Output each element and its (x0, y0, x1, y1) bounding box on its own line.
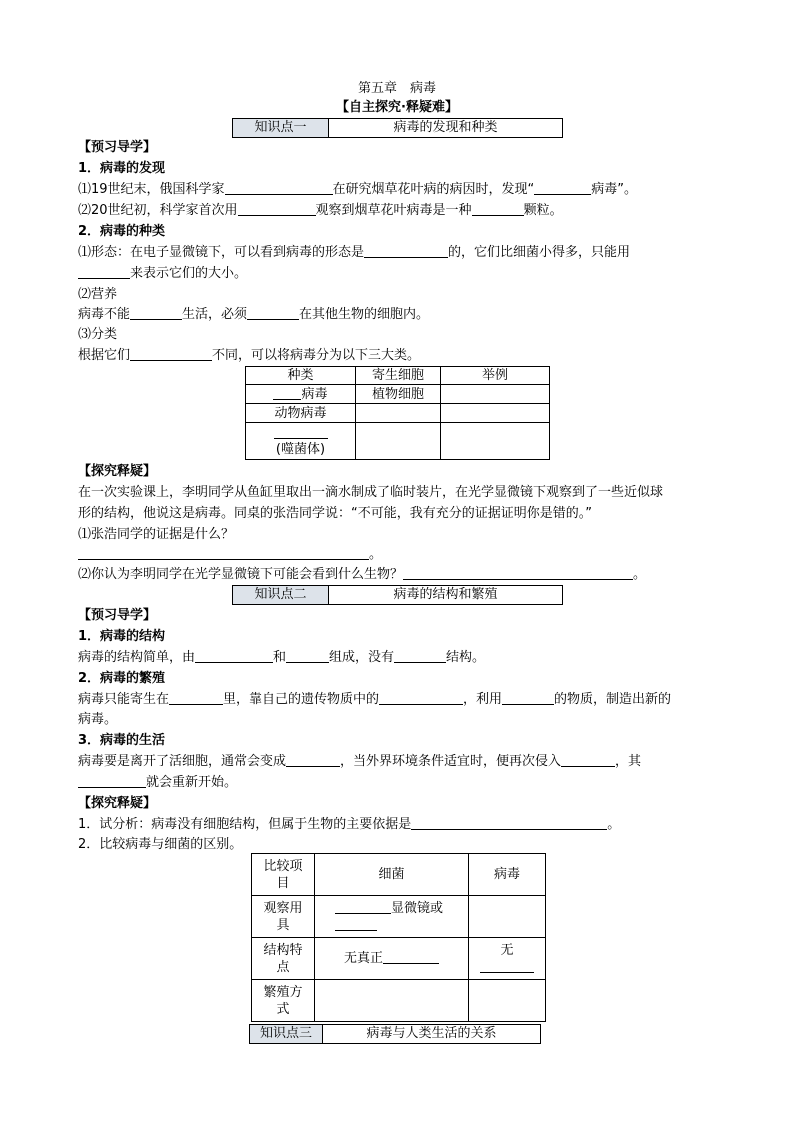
table-cell[interactable] (315, 980, 469, 1022)
question-line: ⑴19世纪末，俄国科学家 在研究烟草花叶病的病因时，发现“ 病毒”。 (78, 182, 638, 197)
question-line: 病毒的结构简单，由 和 组成，没有 结构。 (78, 650, 486, 665)
question-line: 2．比较病毒与细菌的区别。 (78, 837, 243, 852)
bacteria-virus-comparison-table (251, 853, 546, 1022)
section-heading: 2．病毒的繁殖 (78, 671, 166, 686)
section-subtitle: 【自主探究·释疑难】 (336, 100, 458, 115)
table-header: 比较项 目 (252, 854, 315, 896)
answer-blank[interactable] (561, 753, 615, 767)
virus-classification-table (245, 366, 550, 460)
answer-blank[interactable] (225, 181, 333, 195)
answer-blank[interactable] (247, 306, 299, 320)
answer-blank[interactable] (335, 917, 377, 931)
table-cell: 繁殖方 式 (252, 980, 315, 1022)
question-line: ⑴张浩同学的证据是什么？ (78, 527, 235, 542)
answer-blank[interactable] (534, 181, 591, 195)
question-line: ⑵你认为李明同学在光学显微镜下可能会看到什么生物？ 。 (78, 567, 647, 582)
answer-blank[interactable] (78, 546, 369, 560)
question-line: ⑶分类 (78, 327, 118, 342)
table-cell[interactable] (441, 423, 550, 460)
answer-blank[interactable] (195, 649, 273, 663)
table-header: 寄生细胞 (356, 367, 441, 385)
table-cell[interactable] (356, 404, 441, 423)
question-line: ⑵营养 (78, 287, 118, 302)
answer-blank[interactable] (78, 265, 130, 279)
knowledge-point-name: 病毒的发现和种类 (393, 120, 498, 135)
question-line: ⑵20世纪初，科学家首次用 观察到烟草花叶病毒是一种 颗粒。 (78, 203, 563, 218)
answer-blank[interactable] (411, 816, 607, 830)
paragraph-line: 形的结构，他说这是病毒。同桌的张浩同学说：“不可能，我有充分的证据证明你是错的。” (78, 506, 592, 521)
preview-heading: 【预习导学】 (78, 608, 157, 623)
table-cell: 结构特 点 (252, 938, 315, 980)
answer-blank[interactable] (379, 691, 463, 705)
question-line: 。 (78, 546, 382, 563)
table-cell: 无真正 (315, 938, 469, 980)
knowledge-point-3-header (249, 1024, 541, 1044)
answer-blank[interactable] (480, 959, 534, 973)
question-line: 病毒要是离开了活细胞，通常会变成 ，当外界环境条件适宜时，便再次侵入 ，其 (78, 754, 642, 769)
answer-blank[interactable] (286, 649, 329, 663)
table-cell[interactable] (441, 404, 550, 423)
table-cell: 显微镜或 (315, 896, 469, 938)
answer-blank[interactable] (286, 753, 340, 767)
knowledge-point-tag: 知识点一 (233, 119, 329, 137)
section-heading: 2．病毒的种类 (78, 224, 166, 239)
answer-blank[interactable] (238, 202, 316, 216)
section-heading: 1．病毒的结构 (78, 629, 166, 644)
answer-blank[interactable] (130, 347, 212, 361)
table-cell: (噬菌体) (246, 423, 356, 460)
table-header: 细菌 (315, 854, 469, 896)
answer-blank[interactable] (403, 566, 633, 580)
table-cell[interactable] (469, 980, 546, 1022)
table-cell[interactable] (356, 423, 441, 460)
answer-blank[interactable] (78, 774, 146, 788)
answer-blank[interactable] (130, 306, 182, 320)
table-header: 病毒 (469, 854, 546, 896)
table-cell[interactable] (441, 385, 550, 404)
table-cell: 观察用 具 (252, 896, 315, 938)
explore-heading: 【探究释疑】 (78, 796, 157, 811)
table-header: 种类 (246, 367, 356, 385)
question-line: 病毒。 (78, 712, 118, 727)
table-header: 举例 (441, 367, 550, 385)
answer-blank[interactable] (273, 386, 301, 400)
section-heading: 3．病毒的生活 (78, 733, 166, 748)
question-line: 1．试分析：病毒没有细胞结构，但属于生物的主要依据是 。 (78, 817, 621, 832)
section-heading: 1．病毒的发现 (78, 161, 166, 176)
table-cell: 无 (469, 938, 546, 980)
answer-blank[interactable] (394, 649, 446, 663)
table-cell: 病毒 (246, 385, 356, 404)
table-cell: 动物病毒 (246, 404, 356, 423)
answer-blank[interactable] (383, 950, 439, 964)
knowledge-point-name: 病毒的结构和繁殖 (393, 587, 498, 602)
answer-blank[interactable] (472, 202, 524, 216)
knowledge-point-tag: 知识点三 (250, 1025, 323, 1043)
question-line: 病毒只能寄生在 里，靠自己的遗传物质中的 ，利用 的物质，制造出新的 (78, 692, 672, 707)
knowledge-point-1-header (232, 118, 563, 138)
page-title: 第五章 病毒 (357, 81, 436, 96)
question-line: ⑴形态：在电子显微镜下，可以看到病毒的形态是 的，它们比细菌小得多，只能用 (78, 245, 631, 260)
preview-heading: 【预习导学】 (78, 140, 157, 155)
answer-blank[interactable] (502, 691, 554, 705)
question-line: 来表示它们的大小。 (78, 265, 247, 282)
knowledge-point-2-header (232, 585, 563, 605)
answer-blank[interactable] (364, 244, 448, 258)
table-cell: 植物细胞 (356, 385, 441, 404)
table-cell[interactable] (469, 896, 546, 938)
knowledge-point-tag: 知识点二 (233, 586, 329, 604)
answer-blank[interactable] (335, 900, 391, 914)
knowledge-point-name: 病毒与人类生活的关系 (366, 1026, 497, 1041)
explore-heading: 【探究释疑】 (78, 464, 157, 479)
question-line: 病毒不能 生活，必须 在其他生物的细胞内。 (78, 307, 430, 322)
question-line: 就会重新开始。 (78, 774, 237, 791)
paragraph-line: 在一次实验课上，李明同学从鱼缸里取出一滴水制成了临时装片，在光学显微镜下观察到了一些近似球 (78, 485, 664, 500)
question-line: 根据它们 不同，可以将病毒分为以下三大类。 (78, 348, 421, 363)
answer-blank[interactable] (169, 691, 223, 705)
answer-blank[interactable] (274, 425, 328, 439)
